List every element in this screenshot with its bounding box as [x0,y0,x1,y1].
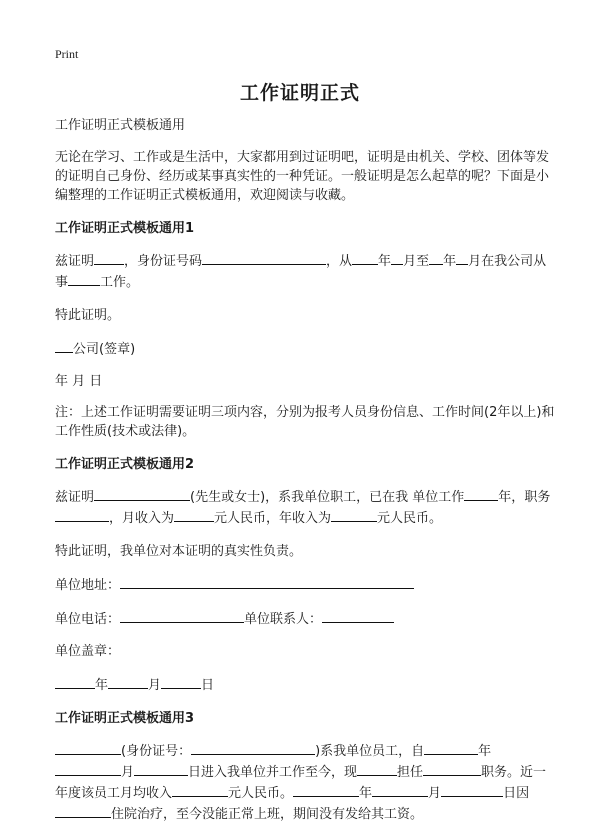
s2-text: 职务 [524,490,551,505]
section-2-certify: 特此证明，我单位对本证明的真实性负责。 [55,544,303,559]
section-1-note: 注：上述工作证明需要证明三项内容，分别为报考人员身份信息、工作时间(2年以上)和工作性质(技术或法律)。 [55,405,555,439]
s1-text: ，从 [326,254,353,269]
print-label: Print [55,47,79,61]
section-1-heading: 工作证明正式模板通用1 [55,221,195,236]
section-1-statement [55,250,555,292]
s3-text: 担任 [397,765,424,780]
s3-text: )系我单位员工，自 [315,744,425,759]
s3-text: 元人民币。 [228,786,294,801]
blank-id-number [191,740,315,755]
date-year: 年 [95,678,109,693]
section-1-date: 年 月 日 [55,374,103,389]
s3-text: 职务。近一年度该员工月均收入 [55,765,547,801]
blank-name [55,740,121,755]
blank-years [464,486,498,501]
s3-text: (身份证号： [121,744,192,759]
section-2-phone [55,608,555,629]
blank-address [120,574,414,589]
section-2-date [55,674,555,695]
blank-annual-income [331,507,377,522]
page-title: 工作证明正式 [239,82,360,104]
s3-text: 日因 [503,786,530,801]
document-body [55,116,555,824]
blank-year [55,674,95,689]
section-1-company-seal [55,338,555,359]
contact-label: 单位联系人： [244,612,323,627]
section-2-statement [55,486,555,528]
s1-text: 年 [378,254,392,269]
intro-heading: 工作证明正式模板通用 [55,118,186,133]
s1-text: ，身份证号码 [124,254,203,269]
s3-text: 住院治疗，至今没能正常上班，期间没有发给其工资。 [111,807,424,822]
blank-start-day [134,761,188,776]
s2-text: 年， [498,490,525,505]
s2-text: 元人民币，年收入为 [214,511,332,526]
blank-name [94,486,190,501]
section-3-statement [55,740,555,824]
blank-end-year [429,250,443,265]
section-2-seal: 单位盖章： [55,644,121,659]
date-month: 月 [148,678,162,693]
blank-month [108,674,148,689]
s1-text: 公司(签章) [73,342,136,357]
s2-text: (先生或女士)，系我单位职工，已在我 单位工作 [190,490,465,505]
s1-text: 年 [443,254,457,269]
s2-text: 兹证明 [55,490,95,505]
blank-end-month [456,250,468,265]
s1-text: 兹证明 [55,254,95,269]
section-2-heading: 工作证明正式模板通用2 [55,457,195,472]
s1-text: 月在我公司从事 [55,254,547,290]
s3-text: 日进入我单位并工作至今，现 [188,765,358,780]
s1-text: 工作。 [100,275,140,290]
s2-text: ，月收入为 [109,511,175,526]
s3-text: 月 [428,786,442,801]
s2-text: 元人民币。 [377,511,443,526]
blank-income [172,782,228,797]
blank-position [55,507,109,522]
blank-company [55,338,73,353]
blank-leave-day [441,782,503,797]
intro-paragraph: 无论在学习、工作或是生活中，大家都用到过证明吧，证明是由机关、学校、团体等发的证明自己身份、经历或某事真实性的一种凭证。一般证明是怎么起草的呢？下面是小编整理的工作证明正式模板通用，欢迎阅读与收藏。 [55,150,550,203]
section-1-certify: 特此证明。 [55,308,121,323]
section-2-address [55,574,555,595]
s3-text: 月 [121,765,135,780]
blank-reason [55,803,111,818]
blank-phone [120,608,244,623]
blank-start-year [352,250,378,265]
blank-start-year [424,740,478,755]
s3-text: 年 [359,786,373,801]
blank-leave-month [372,782,428,797]
blank-start-month-prefix [55,761,121,776]
blank-start-month [391,250,403,265]
s1-text: 月至 [403,254,430,269]
blank-department [357,761,397,776]
blank-position [423,761,481,776]
blank-contact [322,608,394,623]
blank-job [68,271,100,286]
address-label: 单位地址： [55,578,121,593]
blank-monthly-income [174,507,214,522]
s3-text: 年 [478,744,492,759]
blank-name [94,250,124,265]
blank-id-number [202,250,326,265]
blank-leave-year-prefix [293,782,359,797]
section-3-heading: 工作证明正式模板通用3 [55,711,195,726]
date-day: 日 [201,678,215,693]
phone-label: 单位电话： [55,612,121,627]
blank-day [161,674,201,689]
